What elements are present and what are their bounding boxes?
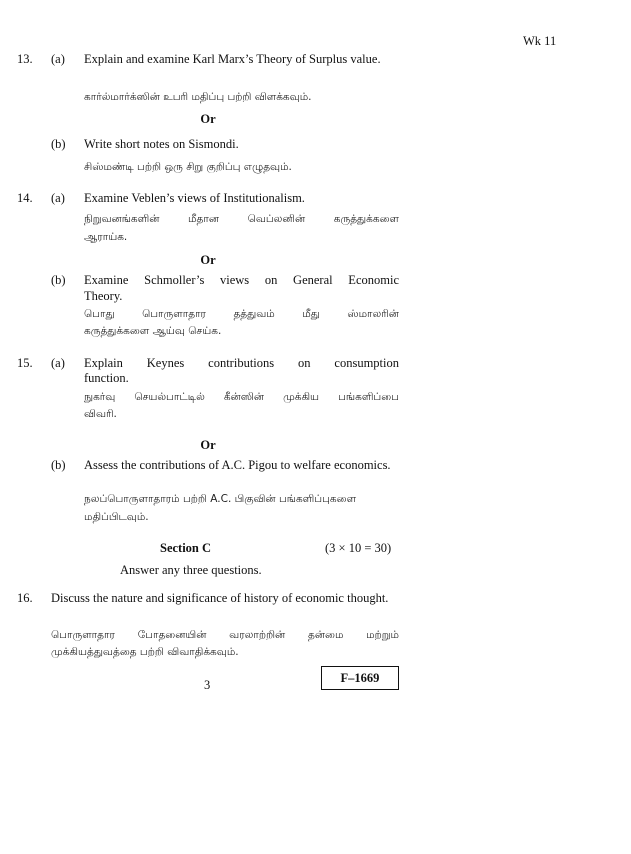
section-title: Section C [160, 541, 212, 555]
q14-b-label: (b) [51, 273, 66, 287]
section-marks: (3 × 10 = 30) [325, 541, 392, 555]
q13-or: Or [200, 112, 216, 126]
q15-a-tamil-line2: விவரி. [84, 408, 117, 420]
q15-b-tamil-line2: மதிப்பிடவும். [84, 511, 149, 523]
q14-number: 14. [17, 191, 33, 205]
q13-a-text: Explain and examine Karl Marx’s Theory of Surplus value. [84, 52, 381, 66]
q13-a-label: (a) [51, 52, 65, 66]
q13-b-tamil: சிஸ்மண்டி பற்றி ஒரு சிறு குறிப்பு எழுதவும். [84, 161, 292, 173]
q15-a-text-line1: Explain Keynes contributions on consumption [84, 356, 399, 370]
q15-number: 15. [17, 356, 33, 370]
paper-code-box: F–1669 [321, 666, 399, 690]
q15-a-tamil-line1: நுகர்வு செயல்பாட்டில் கீன்ஸின் முக்கிய பங்களிப்பை [84, 391, 399, 403]
q15-a-label: (a) [51, 356, 65, 370]
q16-tamil-line1: பொருளாதார போதனையின் வரலாற்றின் தன்மை மற்றும் [51, 629, 399, 641]
q14-a-label: (a) [51, 191, 65, 205]
q13-b-label: (b) [51, 137, 66, 151]
header-code: Wk 11 [523, 34, 557, 48]
q14-a-text: Examine Veblen’s views of Institutionalism. [84, 191, 305, 205]
q16-text: Discuss the nature and significance of history of economic thought. [51, 591, 389, 605]
q16-number: 16. [17, 591, 33, 605]
q15-b-tamil-line1: நலப்பொருளாதாரம் பற்றி A.C. பிகுவின் பங்களிப்புகளை [84, 493, 357, 505]
q15-b-text: Assess the contributions of A.C. Pigou to welfare economics. [84, 458, 391, 472]
q14-a-tamil-line2: ஆராய்க. [84, 231, 128, 243]
q13-number: 13. [17, 52, 33, 66]
q14-b-text-line2: Theory. [84, 289, 123, 303]
q14-b-text-line1: Examine Schmoller’s views on General Economic [84, 273, 399, 287]
q14-b-tamil-line2: கருத்துக்களை ஆய்வு செய்க. [84, 325, 222, 337]
q15-or: Or [200, 438, 216, 452]
q14-or: Or [200, 253, 216, 267]
q15-b-label: (b) [51, 458, 66, 472]
q14-a-tamil-line1: நிறுவனங்களின் மீதான வெப்லனின் கருத்துக்களை [84, 213, 399, 225]
q16-tamil-line2: முக்கியத்துவத்தை பற்றி விவாதிக்கவும். [51, 646, 239, 658]
q13-a-tamil: கார்ல்மார்க்ஸின் உபரி மதிப்பு பற்றி விளக்கவும். [84, 91, 312, 103]
section-instruction: Answer any three questions. [120, 563, 262, 577]
q15-a-text-line2: function. [84, 371, 129, 385]
q13-b-text: Write short notes on Sismondi. [84, 137, 239, 151]
page-number: 3 [204, 678, 211, 692]
q14-b-tamil-line1: பொது பொருளாதார தத்துவம் மீது ஸ்மாலரின் [84, 308, 399, 320]
